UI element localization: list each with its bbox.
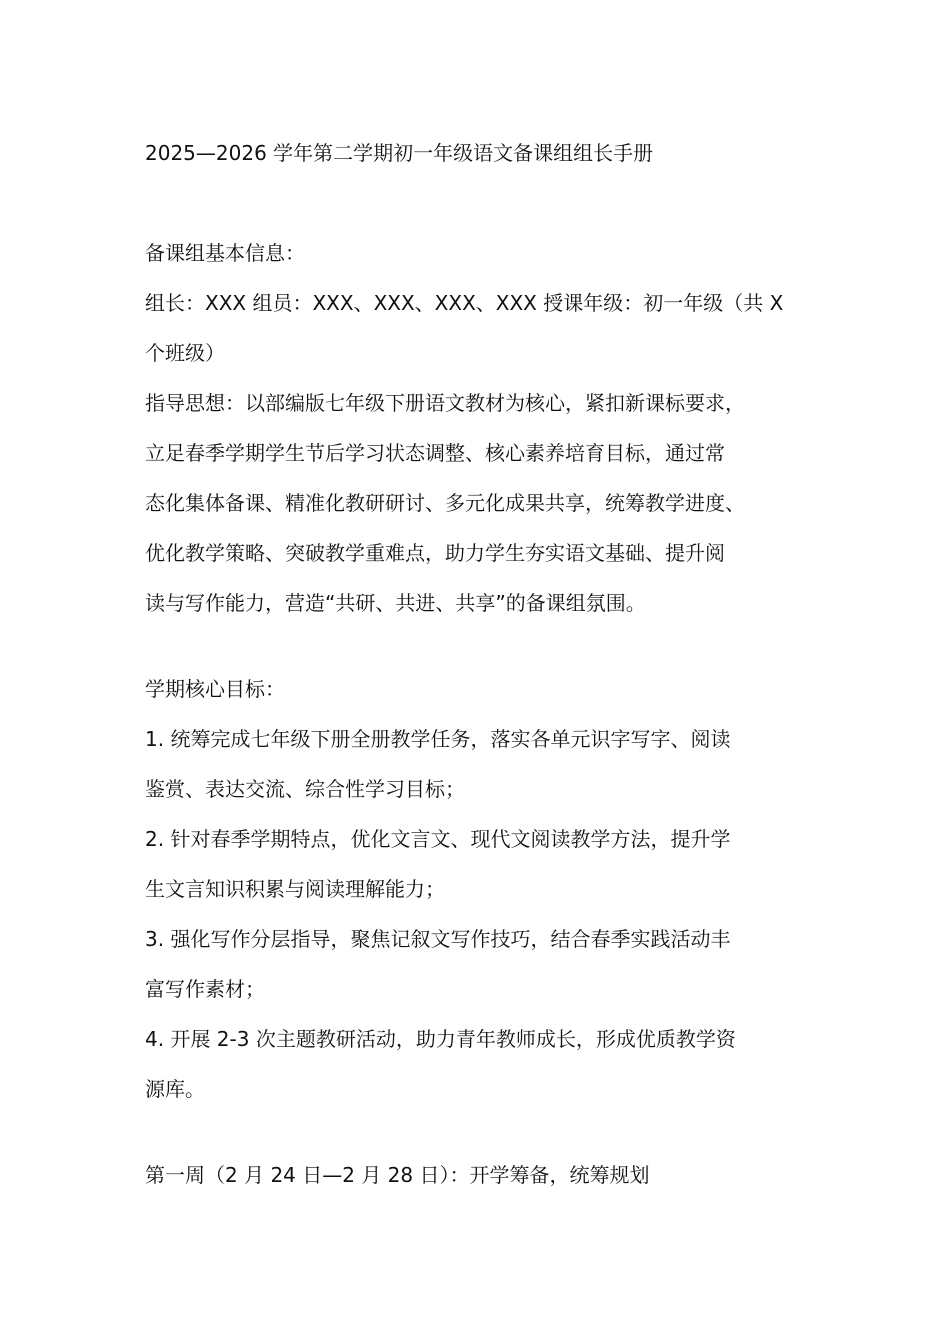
paragraph-gap	[145, 628, 825, 664]
goal-line: 生文言知识积累与阅读理解能力；	[145, 877, 445, 901]
guiding-thought-line: 指导思想：以部编版七年级下册语文教材为核心，紧扣新课标要求，	[145, 391, 745, 415]
document-body	[145, 128, 825, 1200]
goal-line: 源库。	[145, 1077, 205, 1101]
goal-line: 富写作素材；	[145, 977, 265, 1001]
goal-line: 4. 开展 2-3 次主题教研活动，助力青年教师成长，形成优质教学资	[145, 1027, 736, 1051]
goal-line: 3. 强化写作分层指导，聚焦记叙文写作技巧，结合春季实践活动丰	[145, 927, 731, 951]
goal-line: 2. 针对春季学期特点，优化文言文、现代文阅读教学方法，提升学	[145, 827, 731, 851]
basic-info-line: 组长：XXX 组员：XXX、XXX、XXX、XXX 授课年级：初一年级（共 X	[145, 291, 784, 315]
document-title: 2025—2026 学年第二学期初一年级语文备课组组长手册	[145, 141, 654, 165]
guiding-thought-line: 优化教学策略、突破教学重难点，助力学生夯实语文基础、提升阅	[145, 541, 725, 565]
guiding-thought-line: 读与写作能力，营造“共研、共进、共享”的备课组氛围。	[145, 591, 646, 615]
goals-heading: 学期核心目标：	[145, 677, 285, 701]
basic-info-line: 个班级）	[145, 341, 225, 365]
goal-line: 鉴赏、表达交流、综合性学习目标；	[145, 777, 465, 801]
guiding-thought-line: 立足春季学期学生节后学习状态调整、核心素养培育目标，通过常	[145, 441, 725, 465]
paragraph-gap	[145, 1114, 825, 1150]
goal-line: 1. 统筹完成七年级下册全册教学任务，落实各单元识字写字、阅读	[145, 727, 731, 751]
guiding-thought-line: 态化集体备课、精准化教研研讨、多元化成果共享，统筹教学进度、	[145, 491, 745, 515]
week1-heading: 第一周（2 月 24 日—2 月 28 日）：开学筹备，统筹规划	[145, 1163, 650, 1187]
basic-info-heading: 备课组基本信息：	[145, 241, 305, 265]
